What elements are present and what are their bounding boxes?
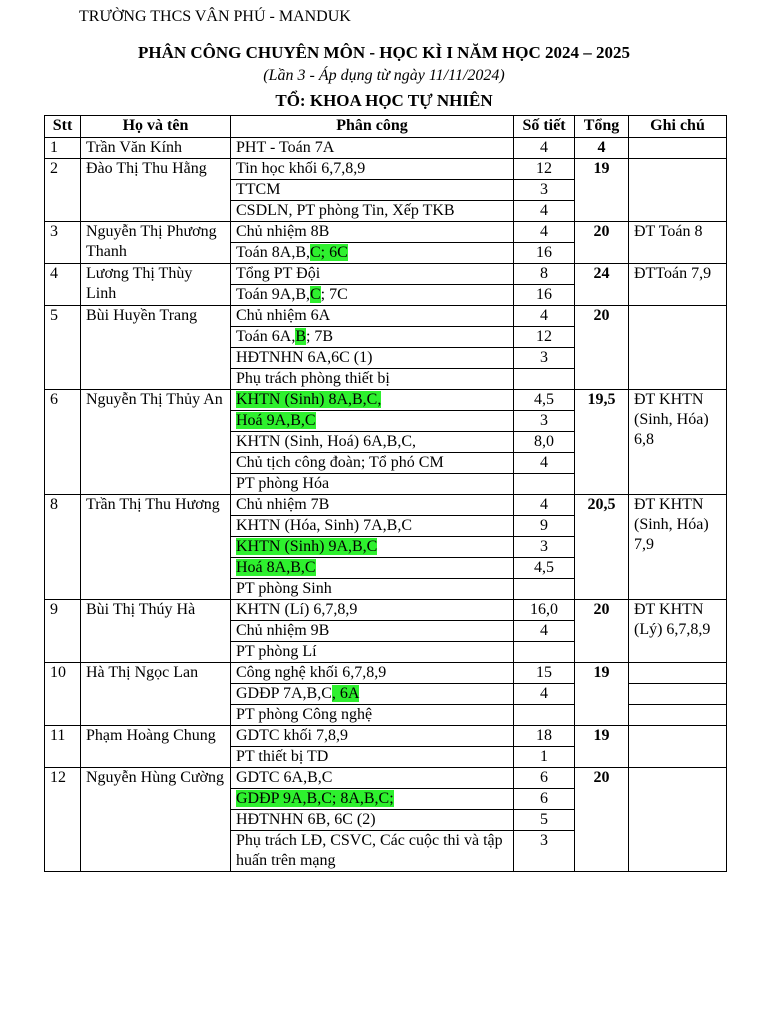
teacher-name: Lương Thị Thùy Linh xyxy=(81,264,231,306)
assignment-text: GDTC 6A,B,C xyxy=(236,769,333,786)
stt-cell: 4 xyxy=(45,264,81,306)
note-cell: ĐT KHTN (Sinh, Hóa) 6,8 xyxy=(629,390,727,495)
assignment-cell xyxy=(231,180,514,201)
assignment-text: ; 7C xyxy=(320,286,348,303)
assignment-cell xyxy=(231,768,514,789)
hours-cell: 4 xyxy=(514,138,575,159)
teacher-name: Bùi Thị Thúy Hà xyxy=(81,600,231,663)
stt-cell: 9 xyxy=(45,600,81,663)
table-body xyxy=(45,138,727,872)
assignment-text: Công nghệ khối 6,7,8,9 xyxy=(236,664,387,681)
assignment-text: Phụ trách phòng thiết bị xyxy=(236,370,390,387)
assignment-text: PT phòng Sinh xyxy=(236,580,332,597)
assignment-cell xyxy=(231,453,514,474)
hours-cell: 1 xyxy=(514,747,575,768)
note-cell: ĐT KHTN (Sinh, Hóa) 7,9 xyxy=(629,495,727,600)
assignment-text: KHTN (Sinh, Hoá) 6A,B,C, xyxy=(236,433,416,450)
assignment-cell xyxy=(231,369,514,390)
note-cell: ĐTToán 7,9 xyxy=(629,264,727,306)
assignment-cell xyxy=(231,432,514,453)
assignment-cell xyxy=(231,747,514,768)
assignment-cell xyxy=(231,516,514,537)
assignment-cell xyxy=(231,726,514,747)
assignment-cell xyxy=(231,159,514,180)
assignment-text: PT phòng Công nghệ xyxy=(236,706,373,723)
note-cell xyxy=(629,768,727,872)
assignment-text: Chủ nhiệm 9B xyxy=(236,622,330,639)
assignment-cell xyxy=(231,642,514,663)
assignment-cell xyxy=(231,621,514,642)
teacher-name: Nguyễn Hùng Cường xyxy=(81,768,231,872)
hours-cell: 5 xyxy=(514,810,575,831)
column-header-name: Họ và tên xyxy=(81,116,231,138)
stt-cell: 5 xyxy=(45,306,81,390)
assignment-text: Chủ nhiệm 8B xyxy=(236,223,330,240)
hours-cell: 3 xyxy=(514,348,575,369)
assignment-text: Chủ tịch công đoàn; Tổ phó CM xyxy=(236,454,444,471)
table-row xyxy=(45,264,727,285)
assignment-text: Tổng PT Đội xyxy=(236,265,321,282)
hours-cell xyxy=(514,705,575,726)
department-title: TỔ: KHOA HỌC TỰ NHIÊN xyxy=(275,91,493,110)
total-cell: 19,5 xyxy=(575,390,629,495)
assignment-cell xyxy=(231,831,514,872)
assignment-text: Tin học khối 6,7,8,9 xyxy=(236,160,366,177)
total-cell: 20 xyxy=(575,600,629,663)
assignment-text: Chủ nhiệm 6A xyxy=(236,307,331,324)
teacher-name: Trần Văn Kính xyxy=(81,138,231,159)
assignment-text: Toán 9A,B, xyxy=(236,286,310,303)
column-header-stt: Stt xyxy=(45,116,81,138)
stt-cell: 6 xyxy=(45,390,81,495)
assignment-text: KHTN (Lí) 6,7,8,9 xyxy=(236,601,358,618)
table-row xyxy=(45,138,727,159)
note-cell xyxy=(629,705,727,726)
note-cell xyxy=(629,684,727,705)
teacher-name: Bùi Huyền Trang xyxy=(81,306,231,390)
table-row xyxy=(45,159,727,180)
stt-cell: 3 xyxy=(45,222,81,264)
highlighted-text: , 6A xyxy=(331,685,360,702)
assignment-text: ; 7B xyxy=(305,328,334,345)
hours-cell: 16,0 xyxy=(514,600,575,621)
hours-cell xyxy=(514,474,575,495)
assignment-cell xyxy=(231,138,514,159)
hours-cell: 9 xyxy=(514,516,575,537)
hours-cell xyxy=(514,579,575,600)
assignment-text: Chủ nhiệm 7B xyxy=(236,496,330,513)
assignment-cell xyxy=(231,537,514,558)
hours-cell: 8,0 xyxy=(514,432,575,453)
school-name: TRƯỜNG THCS VÂN PHÚ - MANDUK xyxy=(79,8,351,25)
table-row xyxy=(45,768,727,789)
assignment-text: HĐTNHN 6A,6C (1) xyxy=(236,349,373,366)
assignment-cell xyxy=(231,327,514,348)
hours-cell: 4,5 xyxy=(514,390,575,411)
note-cell xyxy=(629,726,727,768)
highlighted-text: GDĐP 9A,B,C; 8A,B,C; xyxy=(236,790,394,807)
table-row xyxy=(45,306,727,327)
hours-cell: 12 xyxy=(514,327,575,348)
hours-cell xyxy=(514,369,575,390)
assignment-text: GDĐP 7A,B,C xyxy=(236,685,332,702)
hours-cell xyxy=(514,642,575,663)
assignment-cell xyxy=(231,600,514,621)
total-cell: 24 xyxy=(575,264,629,306)
column-header-total: Tổng xyxy=(575,116,629,138)
highlighted-text: Hoá 9A,B,C xyxy=(236,412,316,429)
hours-cell: 12 xyxy=(514,159,575,180)
highlighted-text: B xyxy=(295,328,306,345)
total-cell: 20,5 xyxy=(575,495,629,600)
table-row xyxy=(45,726,727,747)
note-cell xyxy=(629,306,727,390)
total-cell: 19 xyxy=(575,159,629,222)
assignment-cell xyxy=(231,558,514,579)
hours-cell: 3 xyxy=(514,180,575,201)
assignment-text: HĐTNHN 6B, 6C (2) xyxy=(236,811,376,828)
highlighted-text: C xyxy=(309,286,321,303)
hours-cell: 3 xyxy=(514,411,575,432)
hours-cell: 16 xyxy=(514,285,575,306)
assignment-text: PHT - Toán 7A xyxy=(236,139,335,156)
assignment-text: Toán 6A, xyxy=(236,328,296,345)
assignment-cell xyxy=(231,348,514,369)
assignment-cell xyxy=(231,705,514,726)
total-cell: 19 xyxy=(575,726,629,768)
column-header-note: Ghi chú xyxy=(629,116,727,138)
assignment-text: TTCM xyxy=(236,181,281,198)
teacher-name: Hà Thị Ngọc Lan xyxy=(81,663,231,726)
hours-cell: 3 xyxy=(514,537,575,558)
assignment-text: PT thiết bị TD xyxy=(236,748,329,765)
stt-cell: 8 xyxy=(45,495,81,600)
total-cell: 20 xyxy=(575,768,629,872)
note-cell: ĐT KHTN (Lý) 6,7,8,9 xyxy=(629,600,727,663)
teacher-name: Trần Thị Thu Hương xyxy=(81,495,231,600)
assignment-text: Phụ trách LĐ, CSVC, Các cuộc thi và tập huấn trên mạng xyxy=(236,832,503,869)
assignment-cell xyxy=(231,306,514,327)
hours-cell: 18 xyxy=(514,726,575,747)
note-cell: ĐT Toán 8 xyxy=(629,222,727,264)
assignment-text: PT phòng Lí xyxy=(236,643,317,660)
table-row xyxy=(45,222,727,243)
assignment-cell xyxy=(231,411,514,432)
hours-cell: 4 xyxy=(514,621,575,642)
table-header-row xyxy=(45,116,727,138)
table-row xyxy=(45,600,727,621)
note-cell xyxy=(629,138,727,159)
assignment-table xyxy=(44,115,727,872)
highlighted-text: Hoá 8A,B,C xyxy=(236,559,316,576)
note-cell xyxy=(629,663,727,684)
total-cell: 20 xyxy=(575,306,629,390)
hours-cell: 3 xyxy=(514,831,575,872)
hours-cell: 4 xyxy=(514,222,575,243)
assignment-cell xyxy=(231,264,514,285)
hours-cell: 4 xyxy=(514,201,575,222)
stt-cell: 1 xyxy=(45,138,81,159)
assignment-cell xyxy=(231,663,514,684)
assignment-cell xyxy=(231,285,514,306)
assignment-cell xyxy=(231,474,514,495)
highlighted-text: C; 6C xyxy=(309,244,348,261)
assignment-cell xyxy=(231,810,514,831)
hours-cell: 16 xyxy=(514,243,575,264)
table-row xyxy=(45,495,727,516)
assignment-cell xyxy=(231,222,514,243)
table-row xyxy=(45,390,727,411)
stt-cell: 10 xyxy=(45,663,81,726)
assignment-text: Toán 8A,B, xyxy=(236,244,310,261)
document-subtitle: (Lần 3 - Áp dụng từ ngày 11/11/2024) xyxy=(263,67,505,84)
teacher-name: Nguyễn Thị Thủy An xyxy=(81,390,231,495)
assignment-cell xyxy=(231,684,514,705)
teacher-name: Đào Thị Thu Hằng xyxy=(81,159,231,222)
stt-cell: 2 xyxy=(45,159,81,222)
hours-cell: 4,5 xyxy=(514,558,575,579)
hours-cell: 4 xyxy=(514,495,575,516)
hours-cell: 4 xyxy=(514,306,575,327)
hours-cell: 6 xyxy=(514,768,575,789)
assignment-cell xyxy=(231,390,514,411)
column-header-hours: Số tiết xyxy=(514,116,575,138)
assignment-text: CSDLN, PT phòng Tin, Xếp TKB xyxy=(236,202,455,219)
assignment-text: KHTN (Hóa, Sinh) 7A,B,C xyxy=(236,517,412,534)
table-row xyxy=(45,663,727,684)
assignment-text: GDTC khối 7,8,9 xyxy=(236,727,348,744)
hours-cell: 4 xyxy=(514,453,575,474)
assignment-cell xyxy=(231,243,514,264)
stt-cell: 11 xyxy=(45,726,81,768)
hours-cell: 15 xyxy=(514,663,575,684)
column-header-assignment: Phân công xyxy=(231,116,514,138)
teacher-name: Nguyễn Thị Phương Thanh xyxy=(81,222,231,264)
assignment-text: PT phòng Hóa xyxy=(236,475,330,492)
stt-cell: 12 xyxy=(45,768,81,872)
assignment-cell xyxy=(231,495,514,516)
highlighted-text: KHTN (Sinh) 8A,B,C, xyxy=(236,391,382,408)
hours-cell: 6 xyxy=(514,789,575,810)
assignment-cell xyxy=(231,201,514,222)
total-cell: 20 xyxy=(575,222,629,264)
document-title: PHÂN CÔNG CHUYÊN MÔN - HỌC KÌ I NĂM HỌC 2024 – 2025 xyxy=(137,43,631,62)
highlighted-text: KHTN (Sinh) 9A,B,C xyxy=(236,538,378,555)
total-cell: 19 xyxy=(575,663,629,726)
assignment-cell xyxy=(231,789,514,810)
hours-cell: 8 xyxy=(514,264,575,285)
assignment-cell xyxy=(231,579,514,600)
note-cell xyxy=(629,159,727,222)
total-cell: 4 xyxy=(575,138,629,159)
teacher-name: Phạm Hoàng Chung xyxy=(81,726,231,768)
hours-cell: 4 xyxy=(514,684,575,705)
